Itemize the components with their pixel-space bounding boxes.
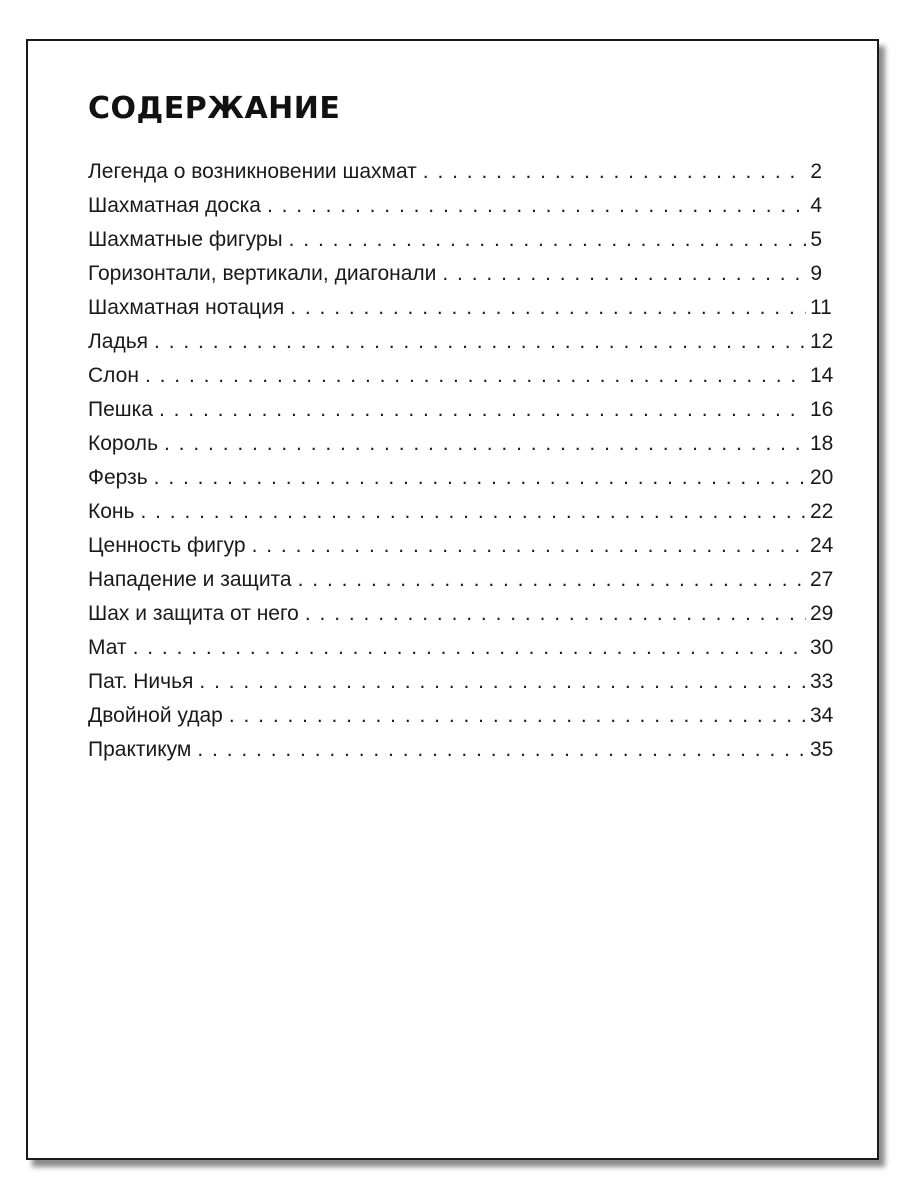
toc-entry-page-number: 14 [810,364,834,387]
toc-entry-page-number: 22 [810,500,834,523]
toc-entry-title: Практикум [88,738,192,761]
toc-entry-page-number: 16 [810,398,834,421]
toc-entry [88,432,834,466]
page-title: СОДЕРЖАНИЕ [88,91,341,126]
toc-entry-title: Пат. Ничья [88,670,194,693]
toc-dot-leader [154,330,806,354]
toc-entry-title: Ценность фигур [88,534,246,557]
toc-entry-page-number: 4 [810,194,822,217]
toc-entry-title: Горизонтали, вертикали, диагонали [88,262,437,285]
toc-entry-title: Конь [88,500,135,523]
toc-entry [88,500,834,534]
toc-dot-leader [305,602,806,626]
toc-entry [88,568,834,602]
toc-entry-page-number: 9 [810,262,822,285]
toc-entry [88,330,834,364]
toc-entry [88,534,834,568]
toc-entry-title: Шах и защита от него [88,602,299,625]
toc-entry-title: Нападение и защита [88,568,292,591]
toc-entry [88,194,822,228]
toc-entry [88,296,832,330]
toc-dot-leader [229,704,806,728]
toc-entry-page-number: 34 [810,704,834,727]
toc-entry [88,670,834,704]
toc-dot-leader [442,262,806,286]
toc-dot-leader [252,534,806,558]
toc-entry-title: Шахматная нотация [88,296,285,319]
document-page [26,39,879,1160]
toc-entry-title: Легенда о возникновении шахмат [88,160,417,183]
toc-entry-page-number: 20 [810,466,834,489]
toc-entry [88,228,822,262]
toc-entry-page-number: 18 [810,432,834,455]
toc-dot-leader [133,636,806,660]
toc-dot-leader [290,296,806,320]
table-of-contents [88,160,834,772]
toc-entry-title: Король [88,432,159,455]
toc-dot-leader [423,160,806,184]
toc-entry-page-number: 29 [810,602,834,625]
toc-entry [88,466,834,500]
toc-entry-title: Двойной удар [88,704,223,727]
toc-entry-page-number: 30 [810,636,834,659]
toc-dot-leader [140,500,806,524]
toc-entry-page-number: 12 [810,330,834,353]
toc-dot-leader [145,364,806,388]
toc-dot-leader [197,738,806,762]
toc-entry [88,738,834,772]
toc-entry [88,636,834,670]
toc-dot-leader [298,568,806,592]
toc-entry-page-number: 2 [810,160,822,183]
toc-dot-leader [164,432,806,456]
toc-entry-page-number: 11 [810,296,832,319]
toc-entry [88,602,834,636]
toc-entry-page-number: 33 [810,670,834,693]
toc-entry-page-number: 24 [810,534,834,557]
toc-entry [88,160,822,194]
toc-entry-page-number: 27 [810,568,834,591]
toc-entry-title: Слон [88,364,139,387]
toc-entry [88,262,822,296]
toc-dot-leader [199,670,806,694]
toc-entry-title: Мат [88,636,127,659]
toc-entry-title: Шахматные фигуры [88,228,283,251]
toc-entry-page-number: 5 [810,228,822,251]
toc-entry [88,398,834,432]
toc-dot-leader [289,228,806,252]
toc-entry [88,364,834,398]
toc-dot-leader [159,398,806,422]
toc-entry [88,704,834,738]
toc-dot-leader [154,466,806,490]
toc-entry-title: Ферзь [88,466,148,489]
toc-entry-page-number: 35 [810,738,834,761]
toc-entry-title: Шахматная доска [88,194,261,217]
toc-dot-leader [267,194,806,218]
toc-entry-title: Пешка [88,398,153,421]
toc-entry-title: Ладья [88,330,149,353]
